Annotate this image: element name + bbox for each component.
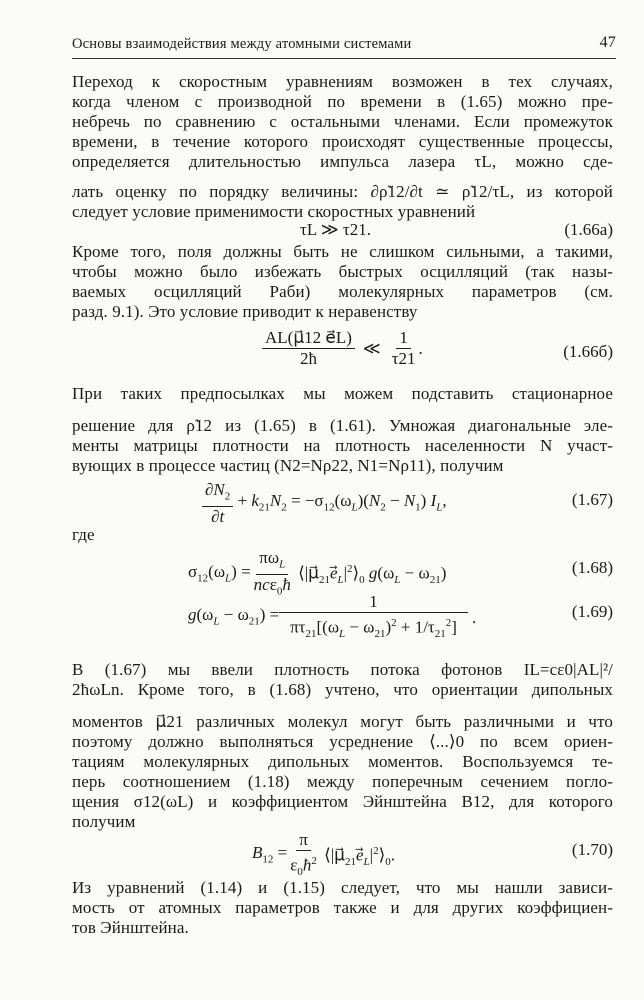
text-line: Кроме того, поля должны быть не слишком сильными, а такими, bbox=[72, 242, 613, 261]
text-line: ваемых осцилляций Раби) молекулярных параметров (см. bbox=[72, 282, 613, 301]
where-word: где bbox=[72, 525, 95, 544]
equation-number: (1.68) bbox=[571, 558, 613, 577]
text-line: щения σ12(ωL) и коэффициентом Эйнштейна B12, для которого bbox=[72, 792, 613, 811]
page-number: 47 bbox=[599, 34, 616, 51]
paragraph-5 bbox=[72, 878, 613, 938]
paragraph-1 bbox=[72, 72, 613, 222]
text-line: когда членом с производной по времени в (1.65) можно пре- bbox=[72, 92, 613, 111]
text-line: следует условие применимости скоростных уравнений bbox=[72, 202, 476, 221]
text-line: небречь по сравнению с остальными членами. Если промежуток bbox=[72, 112, 613, 131]
text-line: менты матрицы плотности на плотность населенности N участ- bbox=[72, 436, 613, 455]
text-line: разд. 9.1). Это условие приводит к неравенству bbox=[72, 302, 418, 321]
text-line: перь соотношением (1.18) между поперечным сечением погло- bbox=[72, 772, 613, 791]
equation-formula: τL ≫ τ21. bbox=[300, 220, 371, 239]
text-line: вующих в процессе частиц (N2=Nρ22, N1=Nρ11), получим bbox=[72, 456, 504, 475]
text-line: чтобы можно было избежать быстрых осцилляций (так назы- bbox=[72, 262, 613, 281]
text-line: моментов μ⃗21 различных молекул могут быть различными и что bbox=[72, 712, 613, 731]
text-line: При таких предпосылках мы можем подставить стационарное bbox=[72, 384, 613, 403]
equation-number: (1.66а) bbox=[564, 220, 613, 239]
running-header bbox=[72, 36, 616, 53]
paragraph-4 bbox=[72, 660, 613, 832]
text-line: В (1.67) мы ввели плотность потока фотонов IL=cε0|AL|²/ bbox=[72, 660, 613, 679]
text-line: мость от атомных параметров также и для других коэффициен- bbox=[72, 898, 613, 917]
equation-number: (1.69) bbox=[571, 602, 613, 621]
equation-rhs-denominator: τ21 bbox=[391, 349, 416, 368]
running-title: Основы взаимодействия между атомными системами bbox=[72, 36, 412, 52]
text-line: получим bbox=[72, 812, 136, 831]
equation-numerator: AL(μ⃗12 e⃗L) bbox=[262, 328, 355, 349]
text-line: решение для ρ̃12 из (1.65) в (1.61). Умножая диагональные эле- bbox=[72, 416, 613, 435]
text-line: 2ħωLn. Кроме того, в (1.68) учтено, что ориентации дипольных bbox=[72, 680, 613, 699]
text-line: времени, в течение которого происходят существенные процессы, bbox=[72, 132, 613, 151]
text-line: тациям молекулярных дипольных моментов. Воспользуемся те- bbox=[72, 752, 613, 771]
text-line: Из уравнений (1.14) и (1.15) следует, что мы нашли зависи- bbox=[72, 878, 613, 897]
text-line: определяется длительностью импульса лазера τL, можно сде- bbox=[72, 152, 613, 171]
equation-denominator: 2ħ bbox=[299, 349, 317, 368]
book-page: Основы взаимодействия между атомными системами 47 Переход к скоростным уравнениям возможен в тех случаях, когда членом с производной по времени в (1.65) можно пре- небречь по сравнению с остальными членами. Если промежуток времени, в течение которого происходят существенные процессы, определяется длительностью импульса лазера τL, можно сде- лать оценку по порядку величины: ∂ρ̃12/∂t ≃ ρ̃12/τL, из которой следует условие применимости скоростных уравнений τL ≫ τ21. (1.66а) Кроме того, поля должны быть не слишком сильными, а такими, чтобы можно было избежать быстрых осцилляций (так назы- ваемых осцилляций Раби) молекулярных параметров (см. разд. 9.1). Это условие приводит к неравенству $\frac{AL(\mu⃗12 e⃗L)}{2ħ}$ ≪ $\frac{1}{\tau 21}$ . (1.66б) При таких предпосылках мы можем подставить стационарное решение для ρ̃12 из (1.65) в (1.61). Умножая диагональные эле- менты матрицы плотности на плотность населенности N участ- вующих в процессе частиц (N2=Nρ22, N1=Nρ11), получим $\frac{\partial N_2}{\partial t}$ + $k_{21}N_2 = -\sigma_{12}(\omega_L)(N_2 - N_1)$ $I_L$, (1.67) где $\sigma_{12}(\omega_L)$ = $\frac{\pi\omega_L}{nc\varepsilon_0ħ}$ $⟨|\mu⃗_{21}e_L|^2⟩_0$ $g(\omega_L - \omega_{21})$ (1.68) $g(\omega_L - \omega_{21})$ = $\frac{1}{\pi\tau_{21}[(\omega_L - \omega_{21})^2 + 1/\tau_{21}^2]}$ . (1.69) В (1.67) мы ввели плотность потока фотонов IL=cε0|AL|²/ 2ħωLn. Кроме того, в (1.68) учтено, что ориентации дипольных моментов μ⃗21 различных молекул могут быть различными и что поэтому должно выполняться усреднение ⟨...⟩0 по всем ориен- тациям молекулярных дипольных моментов. Воспользуемся те- перь соотношением (1.18) между поперечным сечением погло- щения σ12(ωL) и коэффициентом Эйнштейна B12, для которого получим $B_{12}$ = $\frac{\pi}{\varepsilon_0ħ^2}$ $⟨|\mu⃗_{21}e_L|^2⟩_0$. (1.70) Из уравнений (1.14) и (1.15) следует, что мы нашли зависи- мость от атомных параметров также и для других коэффициен- тов Эйнштейна. bbox=[0, 0, 644, 1000]
equation-rhs-numerator: 1 bbox=[396, 328, 411, 349]
equation-number: (1.70) bbox=[571, 840, 613, 859]
text-line: тов Эйнштейна. bbox=[72, 918, 189, 937]
text-line: лать оценку по порядку величины: ∂ρ̃12/∂t ≃ ρ̃12/τL, из которой bbox=[72, 182, 613, 201]
paragraph-2 bbox=[72, 242, 613, 322]
text-line: поэтому должно выполняться усреднение ⟨...⟩0 по всем ориен- bbox=[72, 732, 613, 751]
header-rule bbox=[72, 58, 616, 59]
paragraph-3 bbox=[72, 384, 613, 476]
text-line: Переход к скоростным уравнениям возможен в тех случаях, bbox=[72, 72, 613, 91]
equation-number: (1.66б) bbox=[563, 342, 613, 361]
equation-number: (1.67) bbox=[571, 490, 613, 509]
